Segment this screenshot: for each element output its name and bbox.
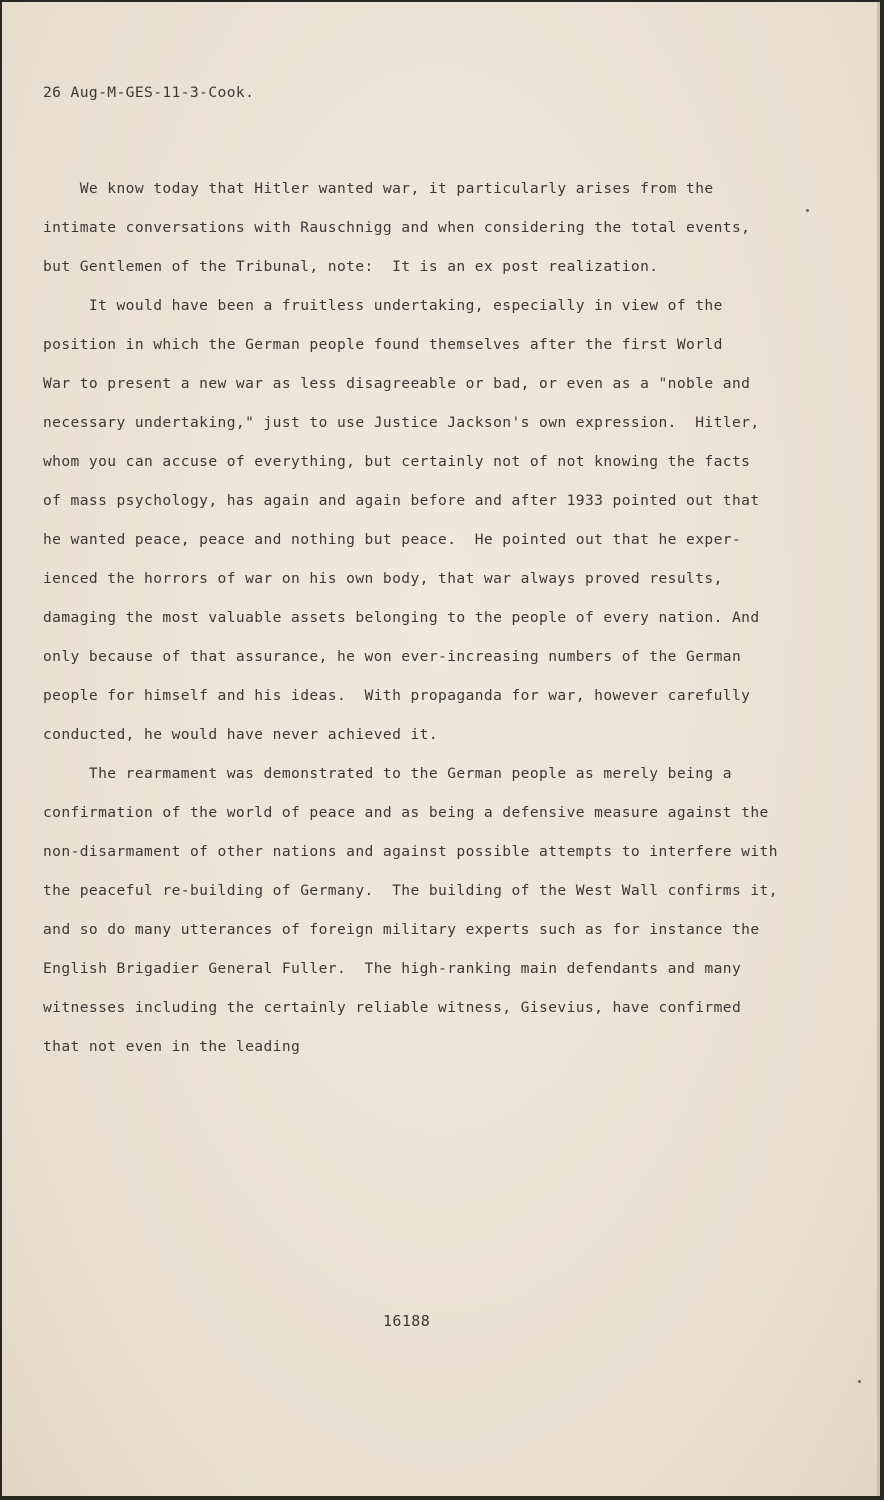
text-line: confirmation of the world of peace and as being a defensive measure against the xyxy=(43,804,769,821)
ink-speck xyxy=(858,1380,861,1383)
text-line: English Brigadier General Fuller. The high-ranking main defendants and many xyxy=(43,960,742,977)
text-line: War to present a new war as less disagreeable or bad, or even as a "noble and xyxy=(43,375,751,392)
ink-speck xyxy=(806,209,809,212)
text-line: necessary undertaking," just to use Justice Jackson's own expression. Hitler, xyxy=(43,414,760,431)
text-line: that not even in the leading xyxy=(43,1038,301,1055)
text-line: intimate conversations with Rauschnigg and when considering the total events, xyxy=(43,219,751,236)
text-line: only because of that assurance, he won ever-increasing numbers of the German xyxy=(43,648,742,665)
text-line: conducted, he would have never achieved it. xyxy=(43,726,439,743)
text-line: he wanted peace, peace and nothing but peace. He pointed out that he exper- xyxy=(43,531,742,548)
page-number: 16188 xyxy=(383,1312,431,1330)
text-line: witnesses including the certainly reliable witness, Gisevius, have confirmed xyxy=(43,999,742,1016)
text-line: ienced the horrors of war on his own body, that war always proved results, xyxy=(43,570,723,587)
text-line: and so do many utterances of foreign military experts such as for instance the xyxy=(43,921,760,938)
text-line: non-disarmament of other nations and against possible attempts to interfere with xyxy=(43,843,778,860)
text-line: It would have been a fruitless undertaking, especially in view of the xyxy=(43,297,723,314)
document-page xyxy=(2,2,880,1496)
text-line: We know today that Hitler wanted war, it particularly arises from the xyxy=(43,180,714,197)
text-line: of mass psychology, has again and again before and after 1933 pointed out that xyxy=(43,492,760,509)
text-line: but Gentlemen of the Tribunal, note: It is an ex post realization. xyxy=(43,258,659,275)
text-line: people for himself and his ideas. With propaganda for war, however carefully xyxy=(43,687,751,704)
document-header: 26 Aug-M-GES-11-3-Cook. xyxy=(43,84,255,101)
text-line: position in which the German people found themselves after the first World xyxy=(43,336,723,353)
text-line: The rearmament was demonstrated to the German people as merely being a xyxy=(43,765,732,782)
document-body xyxy=(43,180,823,1080)
text-line: whom you can accuse of everything, but certainly not of not knowing the facts xyxy=(43,453,751,470)
text-line: damaging the most valuable assets belonging to the people of every nation. And xyxy=(43,609,760,626)
text-line: the peaceful re-building of Germany. The building of the West Wall confirms it, xyxy=(43,882,778,899)
